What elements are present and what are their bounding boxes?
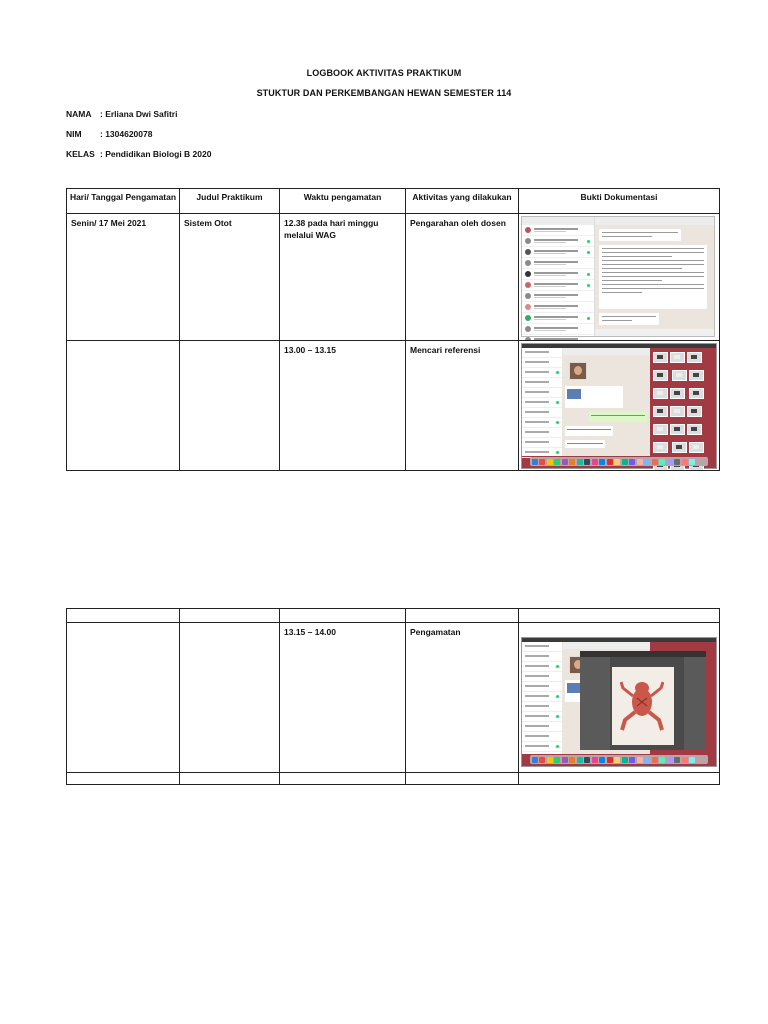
row4-activity: Pengamatan bbox=[406, 623, 519, 773]
nama-value: : Erliana Dwi Safitri bbox=[100, 109, 178, 119]
desktop-file-icons bbox=[652, 351, 714, 471]
header-time: Waktu pengamatan bbox=[280, 189, 406, 214]
row2-title bbox=[180, 341, 280, 471]
desktop-screenshot bbox=[521, 343, 717, 469]
table-row bbox=[67, 341, 720, 471]
dock-bar bbox=[530, 457, 708, 466]
row2-time: 13.00 – 13.15 bbox=[280, 341, 406, 471]
row3-time bbox=[280, 609, 406, 623]
nim-line bbox=[66, 129, 152, 139]
row5-date bbox=[67, 773, 180, 785]
nim-value: : 1304620078 bbox=[100, 129, 153, 139]
header-activity: Aktivitas yang dilakukan bbox=[406, 189, 519, 214]
row2-activity: Mencari referensi bbox=[406, 341, 519, 471]
header-title: Judul Praktikum bbox=[180, 189, 280, 214]
row1-activity: Pengarahan oleh dosen bbox=[406, 214, 519, 341]
row1-title: Sistem Otot bbox=[180, 214, 280, 341]
logbook-table bbox=[66, 188, 720, 471]
whatsapp-window bbox=[522, 348, 650, 456]
image-viewer-overlay bbox=[580, 651, 706, 750]
frog-image-screenshot bbox=[521, 637, 717, 767]
row1-date: Senin/ 17 Mei 2021 bbox=[67, 214, 180, 341]
logbook-title: LOGBOOK AKTIVITAS PRAKTIKUM bbox=[306, 68, 462, 78]
whatsapp-chat-list bbox=[522, 217, 595, 336]
row3-evidence bbox=[519, 609, 720, 623]
frog-icon bbox=[620, 676, 664, 732]
row4-title bbox=[180, 623, 280, 773]
row4-time: 13.15 – 14.00 bbox=[280, 623, 406, 773]
frog-dissection-image bbox=[612, 667, 674, 745]
table-row bbox=[67, 609, 720, 623]
whatsapp-conversation bbox=[595, 217, 714, 336]
logbook-subtitle: STUKTUR DAN PERKEMBANGAN HEWAN SEMESTER 114 bbox=[256, 88, 512, 98]
whatsapp-screenshot bbox=[521, 216, 715, 337]
row1-evidence bbox=[519, 214, 720, 341]
row4-date bbox=[67, 623, 180, 773]
kelas-line bbox=[66, 149, 211, 159]
nama-label: NAMA bbox=[66, 109, 92, 119]
row1-time: 12.38 pada hari minggu melalui WAG bbox=[280, 214, 406, 341]
row5-time bbox=[280, 773, 406, 785]
row2-evidence bbox=[519, 341, 720, 471]
kelas-label: KELAS bbox=[66, 149, 95, 159]
row5-title bbox=[180, 773, 280, 785]
row5-evidence bbox=[519, 773, 720, 785]
table-row bbox=[67, 214, 720, 341]
nim-label: NIM bbox=[66, 129, 82, 139]
row4-evidence bbox=[519, 623, 720, 773]
row2-date bbox=[67, 341, 180, 471]
nama-line bbox=[66, 109, 177, 119]
row3-date bbox=[67, 609, 180, 623]
logbook-table-continued bbox=[66, 608, 720, 785]
row3-title bbox=[180, 609, 280, 623]
header-date: Hari/ Tanggal Pengamatan bbox=[67, 189, 180, 214]
table-row bbox=[67, 773, 720, 785]
row3-activity bbox=[406, 609, 519, 623]
kelas-value: : Pendidikan Biologi B 2020 bbox=[100, 149, 212, 159]
table-row bbox=[67, 623, 720, 773]
dock-bar bbox=[530, 755, 708, 764]
row5-activity bbox=[406, 773, 519, 785]
header-evidence: Bukti Dokumentasi bbox=[519, 189, 720, 214]
table-header-row bbox=[67, 189, 720, 214]
